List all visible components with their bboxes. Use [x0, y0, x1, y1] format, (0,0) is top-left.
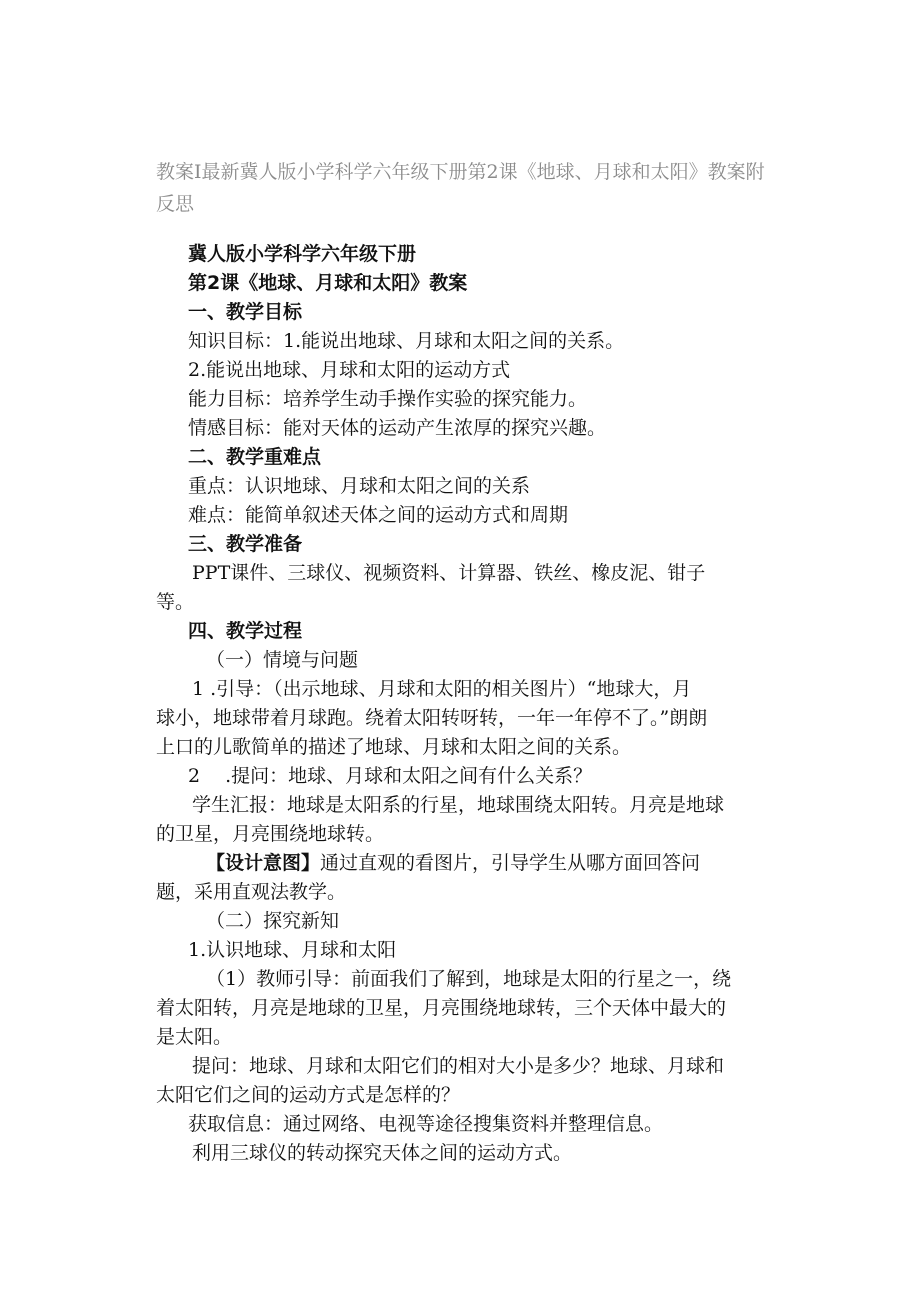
- objective-emotion: 情感目标：能对天体的运动产生浓厚的探究兴趣。: [188, 417, 607, 439]
- paragraph-report-line1: 学生汇报：地球是太阳系的行星，地球围绕太阳转。月亮是地球: [192, 794, 725, 816]
- paragraph-info: 获取信息：通过网络、电视等途径搜集资料并整理信息。: [188, 1113, 664, 1135]
- section-heading-process: 四、教学过程: [188, 620, 303, 642]
- paragraph-report-line2: 的卫星，月亮围绕地球转。: [156, 823, 385, 845]
- design-intent-line1: [156, 849, 766, 878]
- paragraph-recognize: 1.认识地球、月球和太阳: [188, 939, 397, 961]
- paragraph-question: 2 .提问：地球、月球和太阳之间有什么关系？: [188, 765, 593, 787]
- paragraph-guide-line3: 上口的儿歌简单的描述了地球、月球和太阳之间的关系。: [156, 736, 632, 758]
- document-title: 教案I最新冀人版小学科学六年级下册第2课《地球、月球和太阳》教案附反思: [156, 161, 765, 215]
- objective-ability: 能力目标：培养学生动手操作实验的探究能力。: [188, 388, 588, 410]
- subtitle-grade: 冀人版小学科学六年级下册: [188, 243, 417, 265]
- subsection-situation: （一）情境与问题: [206, 649, 359, 671]
- subsection-explore: （二）探究新知: [206, 910, 340, 932]
- objective-knowledge-2: 2.能说出地球、月球和太阳的运动方式: [188, 359, 511, 381]
- section-heading-objectives: 一、教学目标: [188, 301, 303, 323]
- subtitle-lesson: 第2课《地球、月球和太阳》教案: [188, 272, 468, 294]
- design-intent-line2: 题，采用直观法教学。: [156, 881, 347, 903]
- document-body: [156, 240, 766, 1168]
- paragraph-ask-line1: 提问：地球、月球和太阳它们的相对大小是多少？地球、月球和: [192, 1055, 725, 1077]
- paragraph-ask-line2: 太阳它们之间的运动方式是怎样的？: [156, 1084, 461, 1106]
- paragraph-teacher-line1: （1）教师引导：前面我们了解到，地球是太阳的行星之一，绕: [206, 968, 732, 990]
- key-point: 重点：认识地球、月球和太阳之间的关系: [188, 475, 531, 497]
- preparation-materials: PPT课件、三球仪、视频资料、计算器、铁丝、橡皮泥、钳子: [192, 562, 706, 584]
- section-heading-key-points: 二、教学重难点: [188, 446, 322, 468]
- preparation-materials-cont: 等。: [156, 591, 195, 613]
- section-heading-preparation: 三、教学准备: [188, 533, 303, 555]
- paragraph-teacher-line2: 着太阳转，月亮是地球的卫星，月亮围绕地球转，三个天体中最大的: [156, 997, 727, 1019]
- design-intent-label: 【设计意图】: [206, 852, 321, 874]
- objective-knowledge: 知识目标：1.能说出地球、月球和太阳之间的关系。: [188, 330, 625, 352]
- difficult-point: 难点：能简单叙述天体之间的运动方式和周期: [188, 504, 569, 526]
- design-intent-text: 通过直观的看图片，引导学生从哪方面回答问: [320, 852, 701, 874]
- paragraph-orrery: 利用三球仪的转动探究天体之间的运动方式。: [192, 1142, 573, 1164]
- paragraph-guide-line1: 1 .引导：（出示地球、月球和太阳的相关图片）“地球大，月: [192, 678, 692, 700]
- paragraph-teacher-line3: 是太阳。: [156, 1026, 233, 1048]
- paragraph-guide-line2: 球小，地球带着月球跑。绕着太阳转呀转，一年一年停不了。”朗朗: [156, 707, 708, 729]
